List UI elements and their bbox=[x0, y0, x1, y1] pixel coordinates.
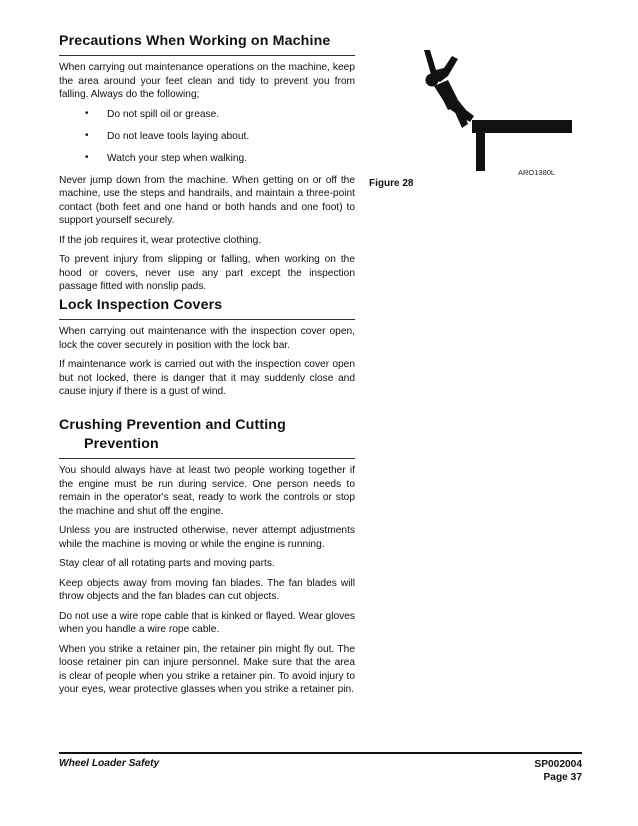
paragraph: Do not use a wire rope cable that is kinked or flayed. Wear gloves when you handle a wire rope cable. bbox=[59, 610, 355, 635]
paragraph: To prevent injury from slipping or falling, when working on the hood or covers, never use any part except the inspection passage fitted with nonslip pads. bbox=[59, 254, 355, 292]
paragraph: Never jump down from the machine. When getting on or off the machine, use the steps and handrails, and maintain a three-point contact (both feet and one hand or both hands and one foot) to support yourself securely. bbox=[59, 174, 355, 226]
section-precautions bbox=[59, 32, 355, 300]
section-title bbox=[59, 416, 355, 454]
figure-caption: Figure 28 bbox=[369, 178, 414, 189]
paragraph: Stay clear of all rotating parts and moving parts. bbox=[59, 558, 275, 569]
footer-page-info bbox=[534, 758, 582, 784]
paragraph: If the job requires it, wear protective clothing. bbox=[59, 234, 262, 246]
section-title: Precautions When Working on Machine bbox=[59, 33, 331, 49]
bullet-icon: • bbox=[85, 129, 89, 141]
falling-person-icon bbox=[414, 48, 574, 173]
list-item: • Watch your step when walking. bbox=[85, 151, 248, 164]
doc-id: SP002004 bbox=[534, 759, 582, 770]
footer-divider bbox=[59, 752, 582, 754]
paragraph: Unless you are instructed otherwise, never attempt adjustments while the machine is moving or while the engine is running. bbox=[59, 525, 355, 550]
list-item: • Do not leave tools laying about. bbox=[85, 129, 250, 142]
page-number: Page 37 bbox=[543, 772, 582, 783]
list-item: • Do not spill oil or grease. bbox=[85, 107, 220, 120]
section-lock-inspection-covers bbox=[59, 296, 355, 405]
paragraph: Keep objects away from moving fan blades. The fan blades will throw objects and the fan blades can cut objects. bbox=[59, 577, 355, 602]
bullet-icon: • bbox=[85, 107, 89, 119]
bullet-icon: • bbox=[85, 151, 89, 163]
section-title-line1: Crushing Prevention and Cutting bbox=[59, 417, 286, 433]
paragraph: When you strike a retainer pin, the retainer pin might fly out. The loose retainer pin can injure personnel. Make sure that the area is clear of people when you strike a retainer pin. To avoid injury to your eyes, wear protective glasses when you strike a retainer pin. bbox=[59, 643, 355, 695]
title-divider bbox=[59, 458, 355, 459]
footer-title: Wheel Loader Safety bbox=[59, 758, 160, 769]
section-crushing-prevention bbox=[59, 416, 355, 703]
section-title: Lock Inspection Covers bbox=[59, 297, 223, 313]
bullet-list bbox=[59, 108, 355, 165]
title-divider bbox=[59, 55, 355, 56]
paragraph: When carrying out maintenance operations on the machine, keep the area around your feet clean and tidy to prevent you from falling. Always do the following; bbox=[59, 62, 355, 100]
section-title-line2: Prevention bbox=[84, 436, 159, 452]
paragraph: If maintenance work is carried out with the inspection cover open but not locked, there is danger that it may suddenly close and cause injury if there is a gust of wind. bbox=[59, 359, 355, 397]
figure-code: ARO1380L bbox=[518, 168, 556, 177]
paragraph: You should always have at least two people working together if the engine must be run during service. One person needs to remain in the operator's seat, ready to work the controls or stop the machine and shut off the engine. bbox=[59, 465, 355, 517]
title-divider bbox=[59, 319, 355, 320]
paragraph: When carrying out maintenance with the inspection cover open, lock the cover securely in position with the lock bar. bbox=[59, 326, 355, 351]
